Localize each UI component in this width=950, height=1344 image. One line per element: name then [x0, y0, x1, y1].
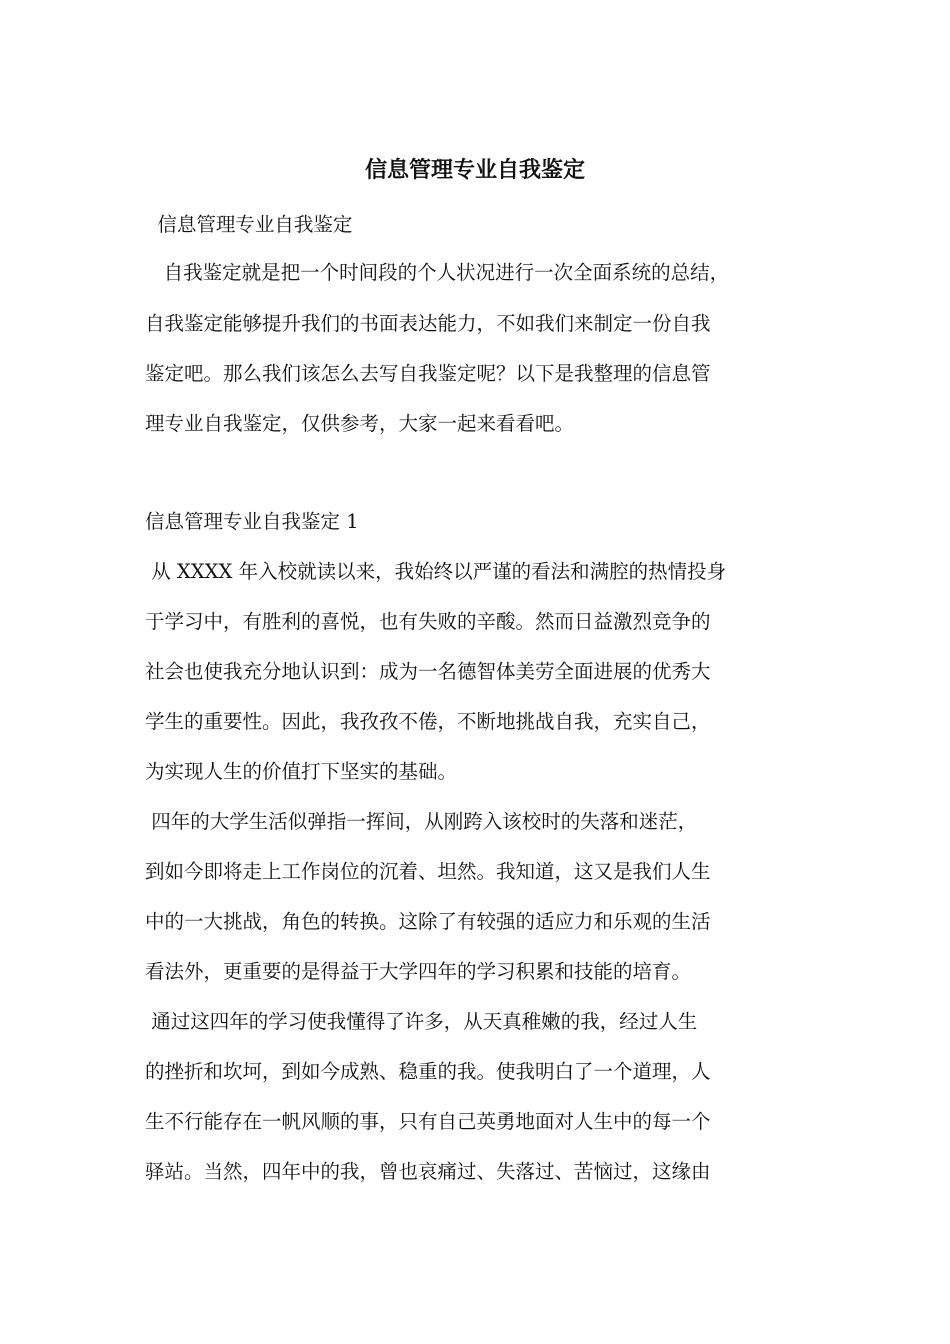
paragraph-2-line-4: 看法外，更重要的是得益于大学四年的学习积累和技能的培育。 — [145, 960, 692, 983]
paragraph-2-line-2: 到如今即将走上工作岗位的沉着、坦然。我知道，这又是我们人生 — [145, 860, 711, 883]
paragraph-1-line-3: 社会也使我充分地认识到：成为一名德智体美劳全面进展的优秀大 — [145, 660, 711, 683]
paragraph-2-line-1: 四年的大学生活似弹指一挥间，从刚跨入该校时的失落和迷茫， — [145, 810, 698, 833]
intro-line-4: 理专业自我鉴定，仅供参考，大家一起来看看吧。 — [145, 412, 575, 435]
subtitle-line: 信息管理专业自我鉴定 — [145, 213, 353, 236]
document-title: 信息管理专业自我鉴定 — [364, 157, 585, 183]
paragraph-1-line-4: 学生的重要性。因此，我孜孜不倦，不断地挑战自我，充实自己， — [145, 710, 711, 733]
paragraph-3-line-4: 驿站。当然，四年中的我，曾也哀痛过、失落过、苦恼过，这缘由 — [145, 1160, 711, 1183]
paragraph-3-line-2: 的挫折和坎坷，到如今成熟、稳重的我。使我明白了一个道理，人 — [145, 1060, 711, 1083]
paragraph-1-line-1: 从 XXXX 年入校就读以来，我始终以严谨的看法和满腔的热情投身 — [145, 560, 727, 583]
intro-line-1: 自我鉴定就是把一个时间段的个人状况进行一次全面系统的总结， — [145, 261, 730, 284]
paragraph-3-line-3: 生不行能存在一帆风顺的事，只有自己英勇地面对人生中的每一个 — [145, 1110, 711, 1133]
paragraph-2-line-3: 中的一大挑战，角色的转换。这除了有较强的适应力和乐观的生活 — [145, 910, 711, 933]
section-heading-1: 信息管理专业自我鉴定 1 — [145, 510, 359, 533]
paragraph-3-line-1: 通过这四年的学习使我懂得了许多，从天真稚嫩的我，经过人生 — [145, 1010, 698, 1033]
paragraph-1-line-2: 于学习中，有胜利的喜悦，也有失败的辛酸。然而日益激烈竞争的 — [145, 610, 711, 633]
intro-line-2: 自我鉴定能够提升我们的书面表达能力，不如我们来制定一份自我 — [145, 312, 711, 335]
paragraph-1-line-5: 为实现人生的价值打下坚实的基础。 — [145, 760, 458, 783]
intro-line-3: 鉴定吧。那么我们该怎么去写自我鉴定呢？以下是我整理的信息管 — [145, 362, 711, 385]
